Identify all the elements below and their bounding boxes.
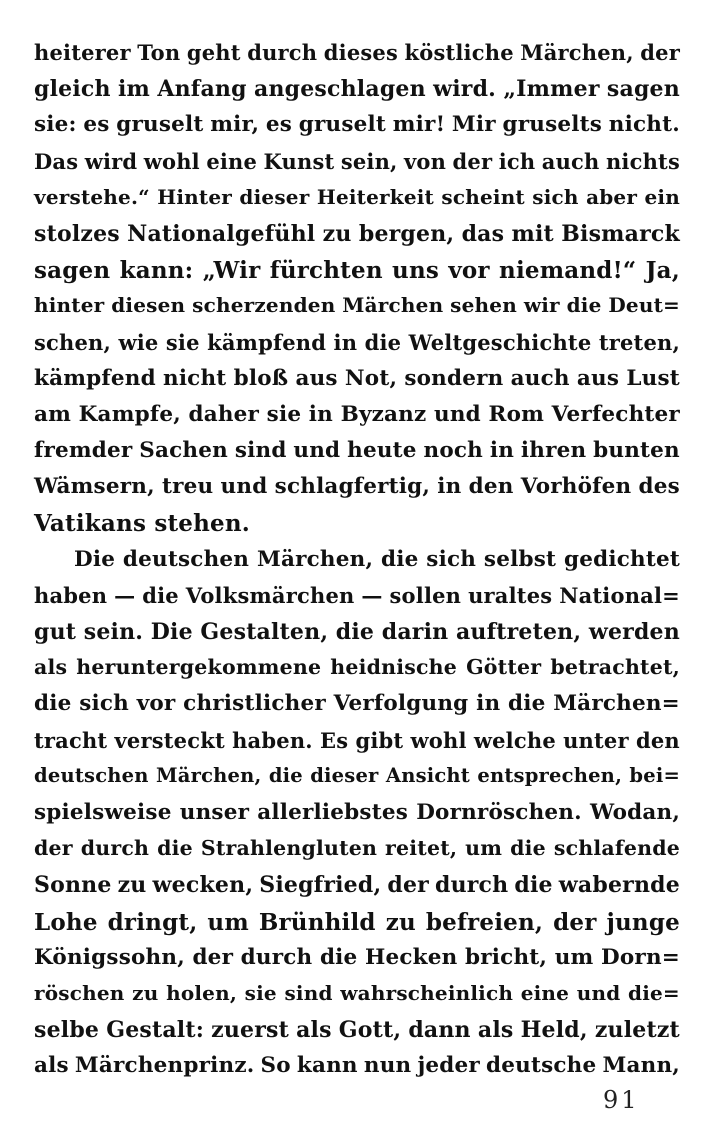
word: wahrscheinlich (340, 980, 514, 1005)
word: gibt (355, 727, 404, 753)
word: angeschlagen (254, 76, 426, 103)
word: vor (136, 691, 176, 717)
word: zuletzt (594, 1017, 680, 1044)
word: als (34, 1053, 69, 1079)
word: das (461, 220, 505, 247)
word: „Immer (503, 76, 600, 103)
word: betrachtet, (550, 655, 680, 680)
word: durch (240, 944, 313, 970)
word: auch (541, 148, 600, 174)
word: Kampfe, (78, 401, 181, 427)
word: scheint (441, 184, 525, 209)
word: aus (295, 365, 338, 391)
word: kann (296, 1053, 358, 1079)
word: deutschen (122, 546, 250, 572)
word: stehen. (154, 510, 251, 538)
word: deutschen (34, 763, 149, 787)
word: wecken, (152, 872, 254, 899)
word: gedichtet (563, 546, 680, 572)
word: sollen (389, 582, 462, 608)
text-line (34, 764, 680, 800)
word: wird (84, 148, 138, 174)
word: Weltgeschichte (408, 329, 592, 355)
text-line-paragraph-start (34, 547, 680, 583)
word: sich (426, 546, 477, 572)
text-line (34, 691, 680, 727)
word: Ja, (645, 257, 680, 285)
word: Strahlengluten (200, 836, 378, 861)
word: sagen (606, 76, 680, 103)
word: Dornröschen. (416, 799, 582, 825)
word: dann (408, 1017, 471, 1044)
word: um (465, 836, 503, 861)
word: verstehe.“ (34, 184, 150, 209)
word: Ton (137, 40, 181, 65)
text-line (34, 619, 680, 655)
word: Sonne (34, 872, 112, 899)
word: die (510, 836, 546, 861)
word: fürchten (269, 257, 383, 285)
word: Märchen (342, 293, 444, 318)
word: die (335, 619, 375, 645)
word: Heiterkeit (316, 184, 434, 209)
word: zu (117, 872, 147, 899)
text-line (34, 366, 680, 402)
word: die (157, 836, 193, 861)
text-line (34, 945, 680, 981)
text-line (34, 872, 680, 908)
word: „Wir (202, 257, 261, 285)
word: um (207, 908, 249, 936)
word: treu (161, 474, 214, 500)
word: schlafende (553, 836, 680, 861)
word: daher (188, 401, 260, 427)
text-line (34, 981, 680, 1017)
word: Verfechter (551, 401, 680, 427)
word: versteckt (114, 727, 225, 753)
word: wie (118, 329, 159, 355)
word: zu (385, 908, 416, 936)
word: Märchen= (553, 691, 680, 717)
word: Sachen (139, 438, 228, 464)
word: christlicher (183, 691, 326, 717)
word: spielsweise (34, 799, 172, 825)
word: heidnische (330, 655, 458, 680)
text-line (34, 40, 680, 76)
word: Wämsern, (34, 474, 155, 500)
word: sind (234, 438, 287, 464)
word: durch (434, 872, 509, 899)
word: holen, (166, 980, 238, 1005)
word: Dorn= (601, 944, 680, 970)
word: kann: (119, 257, 194, 285)
word: es (265, 112, 293, 138)
word: mir! (392, 112, 446, 138)
word: dieser (239, 184, 310, 209)
word: Königssohn, (34, 944, 185, 970)
word: und (434, 401, 481, 427)
word: köstliche (404, 40, 514, 65)
word: schlagfertig, (274, 474, 431, 500)
word: gut (34, 619, 77, 645)
word: mit (511, 220, 554, 247)
word: gruselt (298, 112, 387, 138)
word: als (477, 1017, 514, 1044)
word: als (34, 655, 68, 680)
word: wohl (410, 727, 467, 753)
word: werden (588, 619, 680, 645)
word: wabernde (558, 872, 680, 899)
word: zuerst (211, 1017, 289, 1044)
word: National= (559, 582, 680, 608)
text-line (34, 655, 680, 691)
word: Siegfried, (259, 872, 382, 899)
word: von (404, 148, 447, 174)
word: vor (448, 257, 490, 285)
word: scherzenden (192, 293, 336, 318)
word: auch (510, 365, 570, 391)
word: jeder (417, 1053, 480, 1079)
word: gleich (34, 76, 111, 103)
word: der (553, 908, 597, 936)
word: der (387, 872, 429, 899)
word: und (220, 474, 268, 500)
word: Gestalt: (106, 1017, 205, 1044)
word: diesen (111, 293, 186, 318)
word: fremder (34, 438, 133, 464)
word: die (268, 763, 303, 787)
word: ihren (520, 438, 587, 464)
page-number: 91 (603, 1086, 640, 1114)
word: sind (284, 980, 333, 1005)
text-line (34, 1053, 680, 1089)
text-line (34, 330, 680, 366)
word: Nationalgefühl (127, 220, 316, 247)
word: gruselt (116, 112, 204, 138)
word: sein. (83, 619, 144, 645)
word: der (640, 40, 680, 65)
word: den (635, 727, 680, 753)
text-line (34, 149, 680, 185)
word: reitet, (385, 836, 458, 861)
word: sich (532, 184, 579, 209)
word: niemand!“ (499, 257, 637, 285)
word: Märchenprinz. (74, 1053, 255, 1079)
word: kämpfend (207, 329, 327, 355)
word: allerliebstes (257, 799, 409, 825)
word: Lohe (34, 908, 98, 936)
word: und (576, 980, 621, 1005)
word: heute (347, 438, 417, 464)
word: nun (363, 1053, 412, 1079)
word: wir (523, 293, 560, 318)
text-line (34, 221, 680, 257)
text-line (34, 474, 680, 510)
word: der (192, 944, 234, 970)
word: deutsche (486, 1053, 597, 1079)
word: aus (576, 365, 620, 391)
word: Mir (451, 112, 496, 138)
word: Götter (466, 655, 542, 680)
word: nicht (162, 365, 227, 391)
word: in (489, 438, 515, 464)
word: Verfolgung (333, 691, 469, 717)
word: bei= (629, 763, 680, 787)
word: Wodan, (589, 799, 680, 825)
word: die (364, 329, 402, 355)
word: haben. (232, 727, 313, 753)
word: dieser (310, 763, 379, 787)
text-line (34, 728, 680, 764)
word: befreien, (425, 908, 544, 936)
text-line-paragraph-end (34, 510, 680, 546)
word: Das (34, 148, 79, 174)
word: dieses (323, 40, 398, 65)
word: Ansicht (385, 763, 471, 787)
word: im (117, 76, 151, 103)
word: hinter (34, 293, 105, 318)
word: bergen, (358, 220, 455, 247)
word: gruselts (502, 112, 603, 138)
word: sie (244, 980, 277, 1005)
text-line (34, 1017, 680, 1053)
word: sagen (34, 257, 111, 285)
word: Bismarck (561, 220, 680, 247)
word: um (554, 944, 594, 970)
word: stolzes (34, 220, 120, 247)
word: treten, (598, 329, 680, 355)
word: selbst (483, 546, 557, 572)
word: die (319, 944, 358, 970)
word: noch (423, 438, 484, 464)
word: Lust (626, 365, 680, 391)
word: in (308, 401, 333, 427)
word: kämpfend (34, 365, 156, 391)
word: eine (520, 980, 570, 1005)
word: am (34, 401, 72, 427)
word: Kunst (263, 148, 335, 174)
word: der (34, 836, 73, 861)
word: ich (498, 148, 536, 174)
word: des (638, 474, 680, 500)
word: Gestalten, (200, 619, 329, 645)
word: nichts (605, 148, 680, 174)
word: der (452, 148, 493, 174)
word: Die (74, 546, 116, 572)
word: nicht. (608, 112, 680, 138)
word: — (114, 582, 136, 608)
word: unter (563, 727, 629, 753)
word: die= (628, 980, 680, 1005)
word: Anfang (157, 76, 247, 103)
word: Märchen, (520, 40, 634, 65)
word: sie (266, 401, 302, 427)
word: uraltes (468, 582, 553, 608)
word: es (83, 112, 110, 138)
word: unser (179, 799, 250, 825)
word: sondern (404, 365, 504, 391)
word: heruntergekommene (76, 655, 322, 680)
text-line (34, 112, 680, 148)
word: durch (80, 836, 150, 861)
word: Rom (488, 401, 545, 427)
word: sehen (450, 293, 517, 318)
word: die (508, 691, 546, 717)
text-line (34, 800, 680, 836)
word: Hinter (157, 184, 232, 209)
word: — (361, 582, 383, 608)
word: Volksmärchen (185, 582, 355, 608)
word: Not, (344, 365, 398, 391)
word: entsprechen, (477, 763, 623, 787)
word: in (437, 474, 462, 500)
text-line (34, 185, 680, 221)
word: und (293, 438, 341, 464)
word: haben (34, 582, 108, 608)
word: sie: (34, 112, 77, 138)
text-line (34, 402, 680, 438)
word: geht (186, 40, 241, 65)
word: die (34, 691, 72, 717)
word: wird. (433, 76, 497, 103)
word: in (333, 329, 358, 355)
word: tracht (34, 727, 108, 753)
word: Die (150, 619, 193, 645)
word: Märchen, (256, 546, 374, 572)
word: So (260, 1053, 291, 1079)
word: mir, (210, 112, 260, 138)
word: die (566, 293, 602, 318)
word: Es (320, 727, 349, 753)
word: die (514, 872, 553, 899)
word: durch (247, 40, 318, 65)
word: die (142, 582, 179, 608)
word: zu (322, 220, 352, 247)
word: junge (606, 908, 680, 936)
word: in (476, 691, 501, 717)
word: auftreten, (455, 619, 582, 645)
word: zu (132, 980, 159, 1005)
word: Vatikans (34, 510, 147, 538)
word: bricht, (465, 944, 548, 970)
text-line (34, 76, 680, 112)
word: bloß (233, 365, 289, 391)
word: Gott, (338, 1017, 402, 1044)
text-line (34, 909, 680, 945)
word: heiterer (34, 40, 131, 65)
word: Vorhöfen (520, 474, 632, 500)
word: wohl (143, 148, 200, 174)
word: dringt, (107, 908, 198, 936)
word: Hecken (364, 944, 458, 970)
text-line (34, 583, 680, 619)
word: Mann, (602, 1053, 680, 1079)
text-line (34, 293, 680, 329)
word: selbe (34, 1017, 100, 1044)
text-line (34, 836, 680, 872)
word: Held, (520, 1017, 588, 1044)
text-line (34, 257, 680, 293)
word: aber (586, 184, 638, 209)
word: darin (381, 619, 449, 645)
word: Byzanz (340, 401, 427, 427)
text-line (34, 438, 680, 474)
page-body-text (34, 40, 680, 1089)
word: den (468, 474, 514, 500)
word: sie (165, 329, 200, 355)
word: ein (644, 184, 680, 209)
word: bunten (593, 438, 680, 464)
word: die (380, 546, 419, 572)
word: schen, (34, 329, 112, 355)
word: sein, (340, 148, 398, 174)
word: eine (206, 148, 258, 174)
word: als (296, 1017, 332, 1044)
word: welche (473, 727, 556, 753)
word: sich (79, 691, 129, 717)
word: Märchen, (155, 763, 262, 787)
word: Brünhild (258, 908, 376, 936)
word: röschen (34, 980, 125, 1005)
word: uns (392, 257, 440, 285)
word: Deut= (608, 293, 680, 318)
